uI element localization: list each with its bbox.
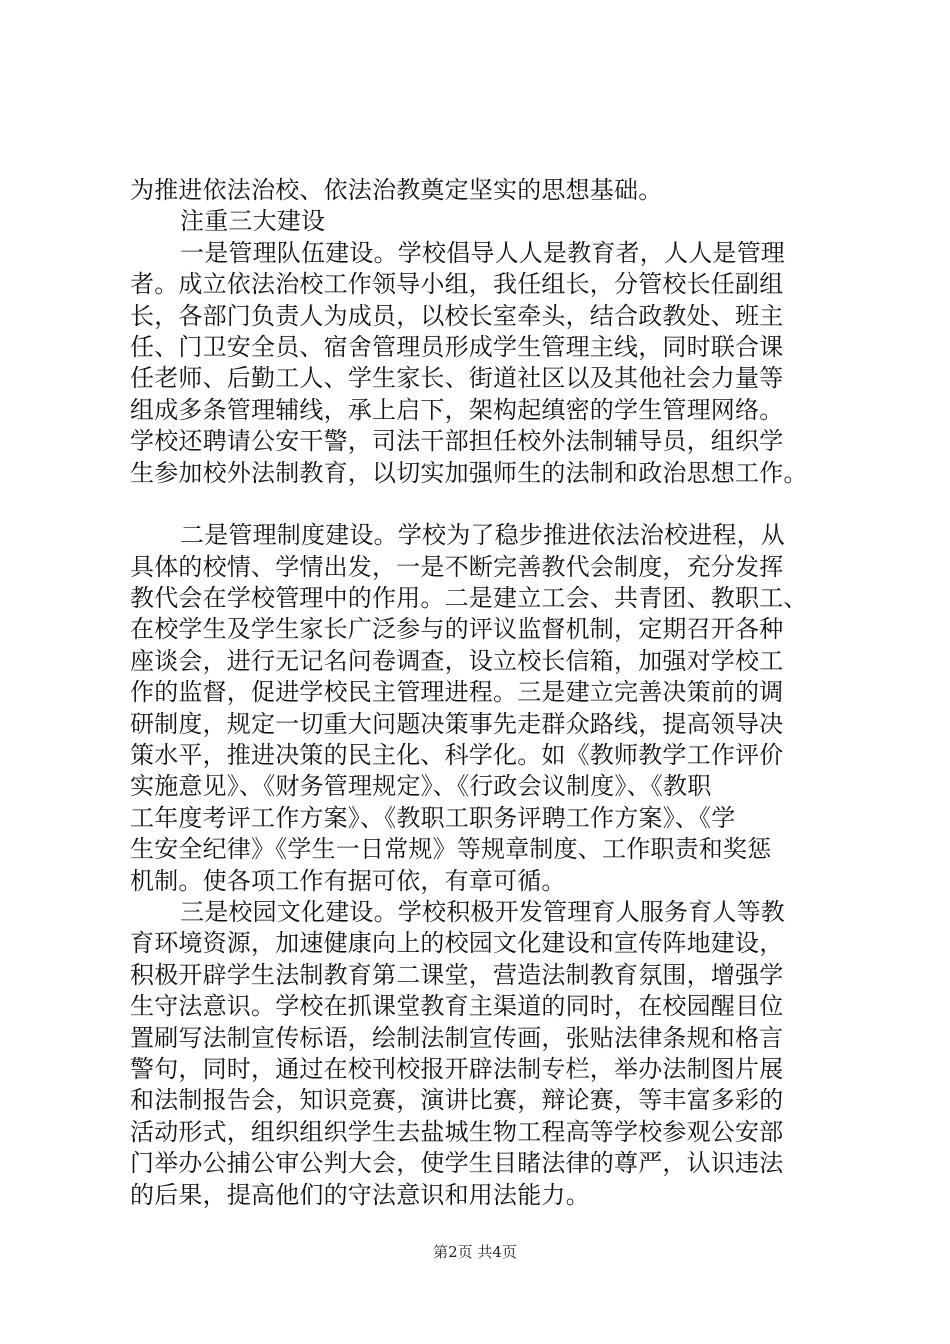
paragraph-line: 工年度考评工作方案》、《教职工职务评聘工作方案》、《学: [130, 803, 736, 832]
paragraph-line: 在校学生及学生家长广泛参与的评议监督机制，定期召开各种: [130, 615, 784, 644]
paragraph-line: 具体的校情、学情出发，一是不断完善教代会制度，充分发挥: [130, 552, 784, 581]
paragraph-line: 研制度，规定一切重大问题决策事先走群众路线，提高领导决: [130, 709, 784, 738]
paragraph-line: 作的监督，促进学校民主管理进程。三是建立完善决策前的调: [130, 678, 784, 707]
paragraph-line: 三是校园文化建设。学校积极开发管理育人服务育人等教: [180, 897, 785, 926]
paragraph-line: 者。成立依法治校工作领导小组，我任组长，分管校长任副组: [130, 270, 784, 299]
section-heading: 注重三大建设: [180, 207, 326, 236]
paragraph-line: 为推进依法治校、依法治教奠定坚实的思想基础。: [130, 176, 663, 204]
paragraph-line: 生守法意识。学校在抓课堂教育主渠道的同时，在校园醒目位: [130, 992, 784, 1021]
paragraph-line: 一是管理队伍建设。学校倡导人人是教育者，人人是管理: [180, 238, 785, 267]
paragraph-line: 和法制报告会，知识竞赛，演讲比赛，辩论赛，等丰富多彩的: [130, 1086, 784, 1115]
paragraph-line: 生安全纪律》《学生一日常规》等规章制度、工作职责和奖惩: [130, 835, 772, 864]
paragraph-line: 座谈会，进行无记名问卷调查，设立校长信箱，加强对学校工: [130, 646, 784, 675]
document-body: [130, 175, 850, 1211]
paragraph-line: 实施意见》、《财务管理规定》、《行政会议制度》、《教职: [130, 772, 712, 801]
paragraph-line: 警句，同时，通过在校刊校报开辟法制专栏，举办法制图片展: [130, 1054, 784, 1083]
paragraph-line: 教代会在学校管理中的作用。二是建立工会、共青团、教职工、: [130, 584, 808, 613]
paragraph-line: 学校还聘请公安干警，司法干部担任校外法制辅导员，组织学: [130, 427, 784, 456]
paragraph-line: 育环境资源，加速健康向上的校园文化建设和宣传阵地建设，: [130, 929, 784, 958]
paragraph-line: 门举办公捕公审公判大会，使学生目睹法律的尊严，认识违法: [130, 1149, 784, 1178]
paragraph-line: 策水平，推进决策的民主化、科学化。如《教师教学工作评价: [130, 741, 784, 770]
paragraph-line: 机制。使各项工作有据可依，有章可循。: [130, 866, 566, 895]
paragraph-line: 置刷写法制宣传标语，绘制法制宣传画，张贴法律条规和格言: [130, 1023, 784, 1052]
paragraph-line: 组成多条管理辅线，承上启下，架构起缜密的学生管理网络。: [130, 395, 784, 424]
paragraph-line: 长，各部门负责人为成员，以校长室牵头，结合政教处、班主: [130, 301, 784, 330]
paragraph-line: 任、门卫安全员、宿舍管理员形成学生管理主线，同时联合课: [130, 332, 784, 361]
paragraph-line: 活动形式，组织组织学生去盐城生物工程高等学校参观公安部: [130, 1117, 784, 1146]
paragraph-line: 的后果，提高他们的守法意识和用法能力。: [130, 1180, 590, 1209]
paragraph-gap: [130, 489, 850, 520]
page-number: 第2页 共4页: [433, 1243, 517, 1261]
paragraph-line: 二是管理制度建设。学校为了稳步推进依法治校进程，从: [180, 521, 785, 550]
paragraph-line: 任老师、后勤工人、学生家长、街道社区以及其他社会力量等: [130, 364, 784, 393]
paragraph-line: 生参加校外法制教育，以切实加强师生的法制和政治思想工作。: [130, 458, 808, 487]
paragraph-line: 积极开辟学生法制教育第二课堂，营造法制教育氛围，增强学: [130, 960, 784, 989]
